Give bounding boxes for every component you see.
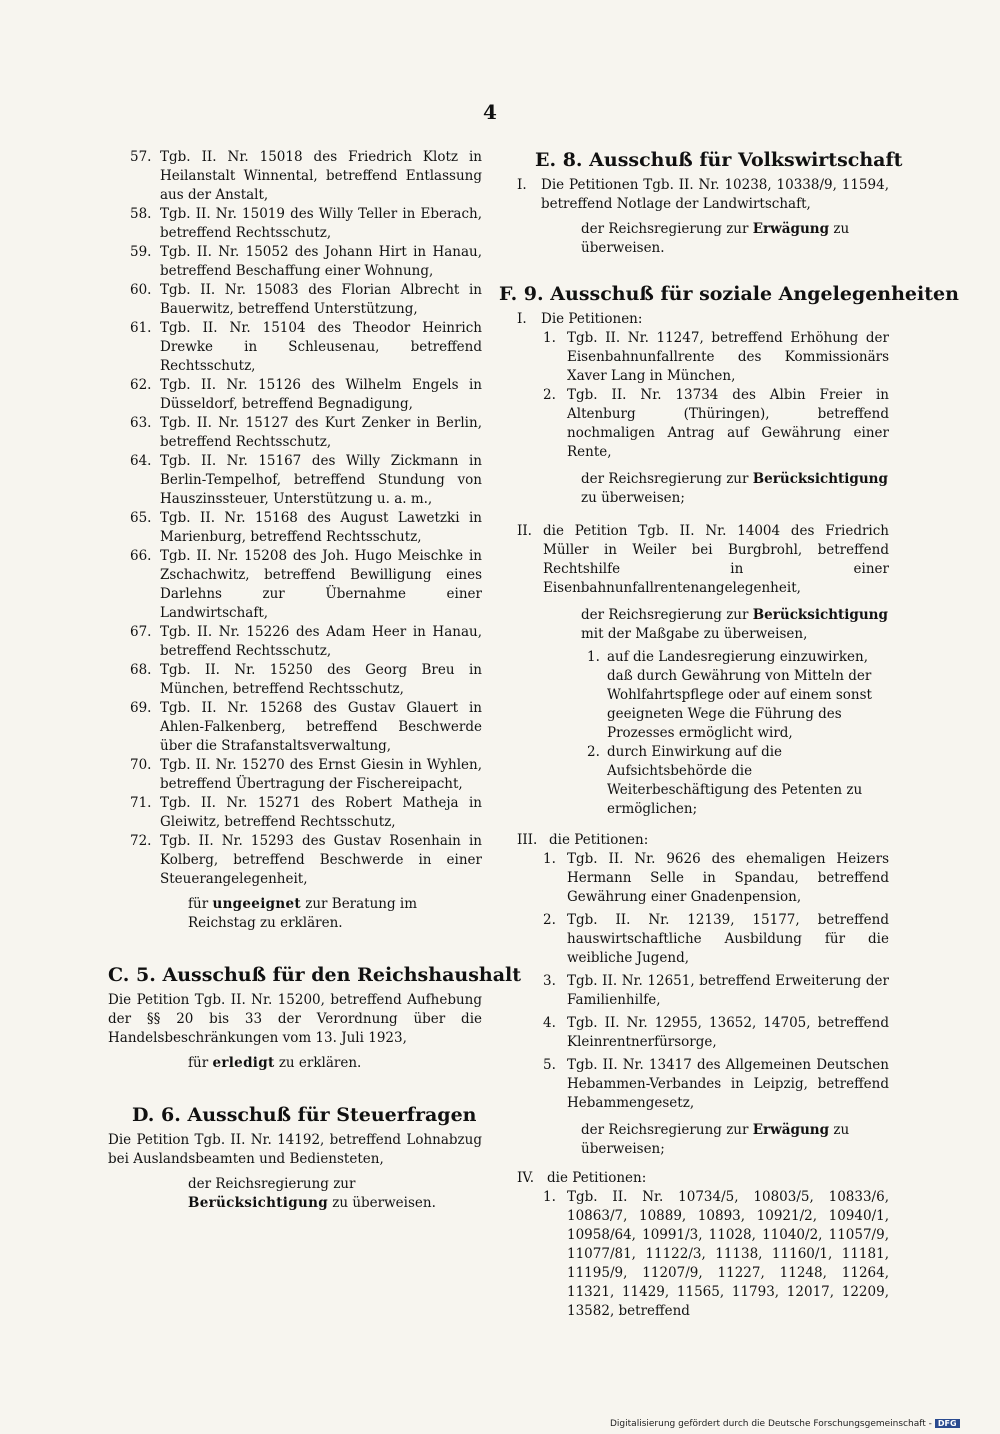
section-heading-e8: E. 8. Ausschuß für Volkswirtschaft (535, 149, 903, 171)
petition-entry-69 (108, 699, 482, 756)
petition-entry-68 (108, 661, 482, 699)
entry-number: 58. (130, 206, 152, 222)
decision-keyword: Berücksichtigung (188, 1195, 328, 1211)
decision-post: zu überweisen; (581, 490, 685, 506)
list-item (517, 911, 889, 968)
petition-entry-65 (108, 509, 482, 547)
item-number: 2. (543, 912, 556, 928)
item-text: Tgb. II. Nr. 12651, betreffend Erweiterung der Familienhilfe, (567, 973, 889, 1008)
item-number: 1. (543, 330, 556, 346)
decision-post: zu überweisen. (581, 221, 850, 256)
item-number: 2. (587, 744, 600, 760)
roman-number: II. (517, 523, 532, 539)
entry-text: Tgb. II. Nr. 15268 des Gustav Glauert in Ahlen-Falkenberg, betreffend Beschwerde über die Strafanstaltsverwaltung, (160, 700, 482, 754)
item-text: Tgb. II. Nr. 13734 des Albin Freier in Altenburg (Thüringen), betreffend nochmaligen Antrag auf Gewährung einer Rente, (567, 387, 889, 460)
entry-number: 66. (130, 548, 152, 564)
entry-number: 71. (130, 795, 152, 811)
decision-keyword: Erwägung (752, 1122, 830, 1138)
decision-unsuitable (188, 895, 482, 933)
entry-text: Tgb. II. Nr. 15208 des Joh. Hugo Meischke in Zschachwitz, betreffend Bewilligung eines Darlehns zur Übernahme einer Landwirtschaft, (160, 548, 482, 621)
left-column (108, 148, 522, 1213)
list-item (517, 972, 889, 1010)
decision-keyword: Berücksichtigung (752, 471, 888, 487)
item-number: 3. (543, 973, 556, 989)
section-f9-part-4 (517, 1169, 889, 1188)
petition-entry-67 (108, 623, 482, 661)
section-e8-item-1 (517, 176, 889, 214)
section-d6-decision (188, 1175, 482, 1213)
decision-keyword: Berücksichtigung (752, 607, 888, 623)
item-number: 1. (587, 649, 600, 665)
section-f9-part-2 (517, 522, 889, 598)
item-number: 5. (543, 1057, 556, 1073)
entry-number: 65. (130, 510, 152, 526)
entry-text: Tgb. II. Nr. 15167 des Willy Zickmann in Berlin-Tempelhof, betreffend Stundung von Hauszinssteuer, Unterstützung u. a. m., (160, 453, 482, 507)
section-e8-text: Die Petitionen Tgb. II. Nr. 10238, 10338/9, 11594, betreffend Notlage der Landwirtschaft, (541, 177, 889, 212)
part-intro: die Petitionen: (549, 832, 649, 848)
decision-pre: der Reichsregierung zur (581, 221, 749, 237)
right-column (499, 148, 959, 1321)
entry-text: Tgb. II. Nr. 15052 des Johann Hirt in Hanau, betreffend Beschaffung einer Wohnung, (160, 244, 482, 279)
roman-number: IV. (517, 1170, 535, 1186)
list-item (517, 743, 889, 819)
petition-entry-60 (108, 281, 482, 319)
part-3-decision (581, 1121, 889, 1159)
petition-entry-62 (108, 376, 482, 414)
entry-text: Tgb. II. Nr. 15270 des Ernst Giesin in Wyhlen, betreffend Übertragung der Fischereipacht, (160, 757, 482, 792)
roman-number: I. (517, 177, 527, 193)
petition-entry-70 (108, 756, 482, 794)
list-item (517, 850, 889, 907)
part-intro: Die Petitionen: (541, 311, 643, 327)
decision-pre: der Reichsregierung zur (581, 471, 749, 487)
entry-number: 67. (130, 624, 152, 640)
item-text: Tgb. II. Nr. 12955, 13652, 14705, betreffend Kleinrentnerfürsorge, (567, 1015, 889, 1050)
decision-pre: für (188, 896, 209, 912)
decision-pre: der Reichsregierung zur (581, 1122, 749, 1138)
entry-number: 64. (130, 453, 152, 469)
list-item (517, 386, 889, 462)
section-c5-decision (188, 1054, 482, 1073)
decision-keyword: ungeeignet (212, 896, 301, 912)
decision-post: zur Beratung im Reichstag zu erklären. (188, 896, 418, 931)
section-heading-d6: D. 6. Ausschuß für Steuerfragen (132, 1104, 477, 1126)
item-text: Tgb. II. Nr. 11247, betreffend Erhöhung der Eisenbahnunfallrente des Kommissionärs Xaver Lang in München, (567, 330, 889, 384)
entry-text: Tgb. II. Nr. 15018 des Friedrich Klotz in Heilanstalt Winnental, betreffend Entlassung aus der Anstalt, (160, 149, 482, 203)
entry-text: Tgb. II. Nr. 15104 des Theodor Heinrich Drewke in Schleusenau, betreffend Rechtsschutz, (160, 320, 482, 374)
entry-text: Tgb. II. Nr. 15083 des Florian Albrecht in Bauerwitz, betreffend Unterstützung, (160, 282, 482, 317)
list-item (517, 1056, 889, 1113)
decision-pre: der Reichsregierung zur (188, 1176, 356, 1192)
item-text: Tgb. II. Nr. 10734/5, 10803/5, 10833/6, 10863/7, 10889, 10893, 10921/2, 10940/1, 10958/64, 10991/3, 11028, 11040/2, 11057/9, 11077/81, 11122/3, 11138, 11160/1, 11181, 11195/9, 11207/9, 11227, 11248, 11264, 11321, 11429, 11565, 11793, 12017, 12209, 13582, betreffend (567, 1189, 889, 1319)
entry-text: Tgb. II. Nr. 15127 des Kurt Zenker in Berlin, betreffend Rechtsschutz, (160, 415, 482, 450)
item-number: 1. (543, 1189, 556, 1205)
petition-entry-63 (108, 414, 482, 452)
decision-keyword: Erwägung (752, 221, 830, 237)
item-text: Tgb. II. Nr. 13417 des Allgemeinen Deutschen Hebammen-Verbandes in Leipzig, betreffend Hebammengesetz, (567, 1057, 889, 1111)
decision-keyword: erledigt (212, 1055, 275, 1071)
entry-number: 70. (130, 757, 152, 773)
list-item (517, 648, 889, 743)
entry-text: Tgb. II. Nr. 15271 des Robert Matheja in Gleiwitz, betreffend Rechtsschutz, (160, 795, 482, 830)
section-f9-part-1 (517, 310, 889, 329)
entry-number: 61. (130, 320, 152, 336)
section-f9-part-3 (517, 831, 889, 850)
section-c5-text: Die Petition Tgb. II. Nr. 15200, betreffend Aufhebung der §§ 20 bis 33 der Verordnung über die Handelsbeschränkungen vom 13. Juli 1923, (108, 992, 482, 1046)
petition-entry-66 (108, 547, 482, 623)
part-text: die Petition Tgb. II. Nr. 14004 des Friedrich Müller in Weiler bei Burgbrohl, betreffend Rechtshilfe in einer Eisenbahnunfallrentenangelegenheit, (543, 523, 889, 596)
petition-entry-57 (108, 148, 482, 205)
dfg-logo: DFG (935, 1419, 960, 1428)
petition-entry-58 (108, 205, 482, 243)
part-2-decision (581, 606, 889, 644)
roman-number: I. (517, 311, 527, 327)
footer-text: Digitalisierung gefördert durch die Deutsche Forschungsgemeinschaft - (610, 1419, 932, 1429)
petition-entry-61 (108, 319, 482, 376)
entry-number: 72. (130, 833, 152, 849)
decision-pre: für (188, 1055, 209, 1071)
decision-pre: der Reichsregierung zur (581, 607, 749, 623)
section-d6-text: Die Petition Tgb. II. Nr. 14192, betreffend Lohnabzug bei Auslandsbeamten und Bediensteten, (108, 1132, 482, 1167)
petition-entry-59 (108, 243, 482, 281)
entry-text: Tgb. II. Nr. 15250 des Georg Breu in München, betreffend Rechtsschutz, (160, 662, 482, 697)
petition-entry-64 (108, 452, 482, 509)
entry-number: 59. (130, 244, 152, 260)
item-text: Tgb. II. Nr. 9626 des ehemaligen Heizers Hermann Selle in Spandau, betreffend Gewährung einer Gnadenpension, (567, 851, 889, 905)
decision-post: mit der Maßgabe zu überweisen, (581, 626, 808, 642)
entry-text: Tgb. II. Nr. 15168 des August Lawetzki in Marienburg, betreffend Rechtsschutz, (160, 510, 482, 545)
petition-entry-72 (108, 832, 482, 889)
entry-number: 69. (130, 700, 152, 716)
item-text: auf die Landesregierung einzuwirken, daß durch Gewährung von Mitteln der Wohlfahrtspflege oder auf einem sonst geeigneten Wege die Führung des Prozesses ermöglicht wird, (607, 649, 872, 741)
entry-number: 68. (130, 662, 152, 678)
part-1-decision (581, 470, 889, 508)
decision-post: zu überweisen; (581, 1122, 850, 1157)
entry-number: 62. (130, 377, 152, 393)
decision-post: zu überweisen. (332, 1195, 436, 1211)
part-intro: die Petitionen: (547, 1170, 647, 1186)
list-item (517, 1014, 889, 1052)
item-number: 4. (543, 1015, 556, 1031)
entry-text: Tgb. II. Nr. 15126 des Wilhelm Engels in Düsseldorf, betreffend Begnadigung, (160, 377, 482, 412)
entry-text: Tgb. II. Nr. 15226 des Adam Heer in Hanau, betreffend Rechtsschutz, (160, 624, 482, 659)
list-item (517, 1188, 889, 1321)
entry-text: Tgb. II. Nr. 15019 des Willy Teller in Eberach, betreffend Rechtsschutz, (160, 206, 482, 241)
digitization-footer (610, 1419, 960, 1429)
roman-number: III. (517, 832, 538, 848)
decision-post: zu erklären. (278, 1055, 362, 1071)
section-heading-c5: C. 5. Ausschuß für den Reichshaushalt (108, 964, 522, 986)
entry-number: 60. (130, 282, 152, 298)
entry-number: 63. (130, 415, 152, 431)
item-number: 1. (543, 851, 556, 867)
entry-number: 57. (130, 149, 152, 165)
list-item (517, 329, 889, 386)
entry-text: Tgb. II. Nr. 15293 des Gustav Rosenhain in Kolberg, betreffend Beschwerde in einer Steuerangelegenheit, (160, 833, 482, 887)
section-heading-f9: F. 9. Ausschuß für soziale Angelegenheiten (499, 283, 959, 305)
item-number: 2. (543, 387, 556, 403)
item-text: Tgb. II. Nr. 12139, 15177, betreffend hauswirtschaftliche Ausbildung für die weibliche Jugend, (567, 912, 889, 966)
section-e8-decision (581, 220, 889, 258)
petition-entry-71 (108, 794, 482, 832)
item-text: durch Einwirkung auf die Aufsichtsbehörde die Weiterbeschäftigung des Petenten zu ermöglichen; (607, 744, 863, 817)
page-number: 4 (483, 100, 497, 124)
